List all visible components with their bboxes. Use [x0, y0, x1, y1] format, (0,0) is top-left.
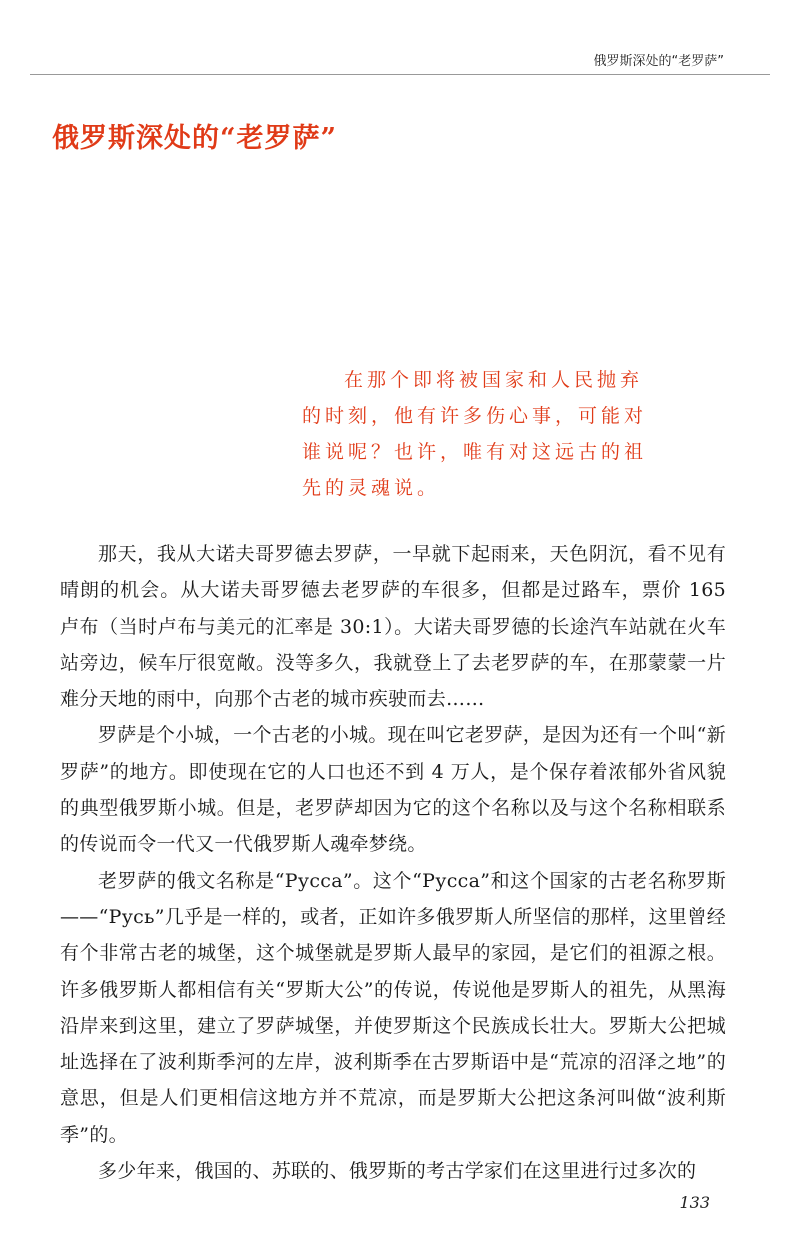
epigraph: [302, 362, 652, 506]
body-paragraph-1: 那天，我从大诺夫哥罗德去罗萨，一早就下起雨来，天色阴沉，看不见有晴朗的机会。从大诺夫哥罗德去老罗萨的车很多，但都是过路车，票价 165 卢布（当时卢布与美元的汇率是 30:1）。大诺夫哥罗德的长途汽车站就在火车站旁边，候车厅很宽敞。没等多久，我就登上了去老罗萨的车，在那蒙蒙一片难分天地的雨中，向那个古老的城市疾驶而去……: [60, 543, 726, 711]
body-text: [60, 536, 726, 1189]
epigraph-text: 在那个即将被国家和人民抛弃的时刻，他有许多伤心事，可能对谁说呢？也许，唯有对这远古的祖先的灵魂说。: [302, 369, 648, 499]
page-number: 133: [679, 1193, 710, 1212]
body-paragraph-4: 多少年来，俄国的、苏联的、俄罗斯的考古学家们在这里进行过多次的: [98, 1160, 697, 1183]
header-rule: [30, 74, 770, 75]
chapter-title: 俄罗斯深处的“老罗萨”: [52, 123, 338, 154]
body-paragraph-2: 罗萨是个小城，一个古老的小城。现在叫它老罗萨，是因为还有一个叫“新罗萨”的地方。即使现在它的人口也还不到 4 万人，是个保存着浓郁外省风貌的典型俄罗斯小城。但是，老罗萨却因为它的这个名称以及与这个名称相联系的传说而令一代又一代俄罗斯人魂牵梦绕。: [60, 724, 726, 856]
running-header: 俄罗斯深处的“老罗萨”: [593, 54, 724, 69]
body-paragraph-3: 老罗萨的俄文名称是“Русса”。这个“Русса”和这个国家的古老名称罗斯——“Русь”几乎是一样的，或者，正如许多俄罗斯人所坚信的那样，这里曾经有个非常古老的城堡，这个城堡就是罗斯人最早的家园，是它们的祖源之根。许多俄罗斯人都相信有关“罗斯大公”的传说，传说他是罗斯人的祖先，从黑海沿岸来到这里，建立了罗萨城堡，并使罗斯这个民族成长壮大。罗斯大公把城址选择在了波利斯季河的左岸，波利斯季在古罗斯语中是“荒凉的沼泽之地”的意思，但是人们更相信这地方并不荒凉，而是罗斯大公把这条河叫做“波利斯季”的。: [60, 869, 726, 1146]
